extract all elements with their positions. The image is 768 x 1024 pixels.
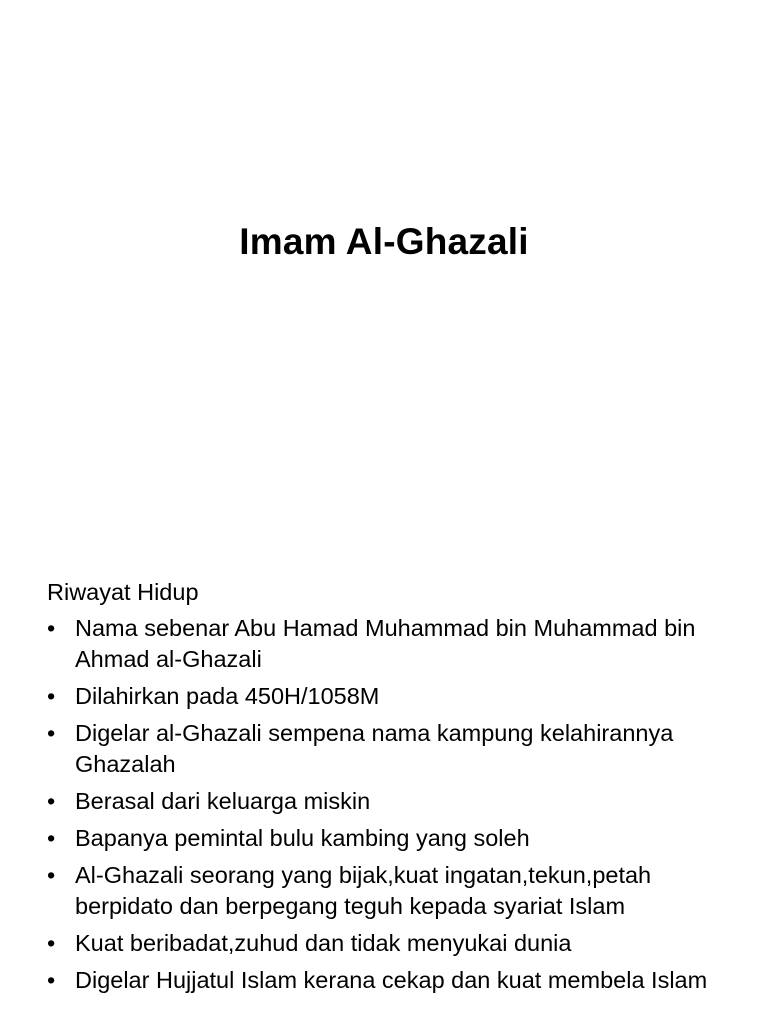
list-item (47, 860, 737, 922)
list-item-text: Dilahirkan pada 450H/1058M (75, 683, 380, 709)
list-item (47, 928, 737, 959)
list-item (47, 823, 737, 854)
bullet-icon: • (47, 720, 56, 746)
list-item (47, 681, 737, 712)
list-item-text: Bapanya pemintal bulu kambing yang soleh (75, 825, 530, 851)
list-item (47, 965, 737, 996)
bullet-icon: • (47, 930, 56, 956)
slide-title: Imam Al-Ghazali (239, 221, 529, 262)
list-item-text: Digelar al-Ghazali sempena nama kampung kelahirannya Ghazalah (75, 720, 674, 777)
bullet-list (47, 613, 737, 996)
list-item (47, 613, 737, 675)
bullet-icon: • (47, 615, 56, 641)
list-item-text: Al-Ghazali seorang yang bijak,kuat ingatan,tekun,petah berpidato dan berpegang teguh kepada syariat Islam (75, 862, 652, 919)
bullet-icon: • (47, 825, 56, 851)
bullet-icon: • (47, 788, 56, 814)
list-item (47, 786, 737, 817)
bullet-icon: • (47, 683, 56, 709)
list-item-text: Nama sebenar Abu Hamad Muhammad bin Muhammad bin Ahmad al-Ghazali (75, 615, 696, 672)
section-heading: Riwayat Hidup (47, 579, 199, 605)
bullet-icon: • (47, 967, 56, 993)
list-item (47, 718, 737, 780)
content-body (47, 577, 737, 1002)
list-item-text: Digelar Hujjatul Islam kerana cekap dan kuat membela Islam (75, 967, 708, 993)
bullet-icon: • (47, 862, 56, 888)
list-item-text: Berasal dari keluarga miskin (75, 788, 371, 814)
list-item-text: Kuat beribadat,zuhud dan tidak menyukai dunia (75, 930, 572, 956)
